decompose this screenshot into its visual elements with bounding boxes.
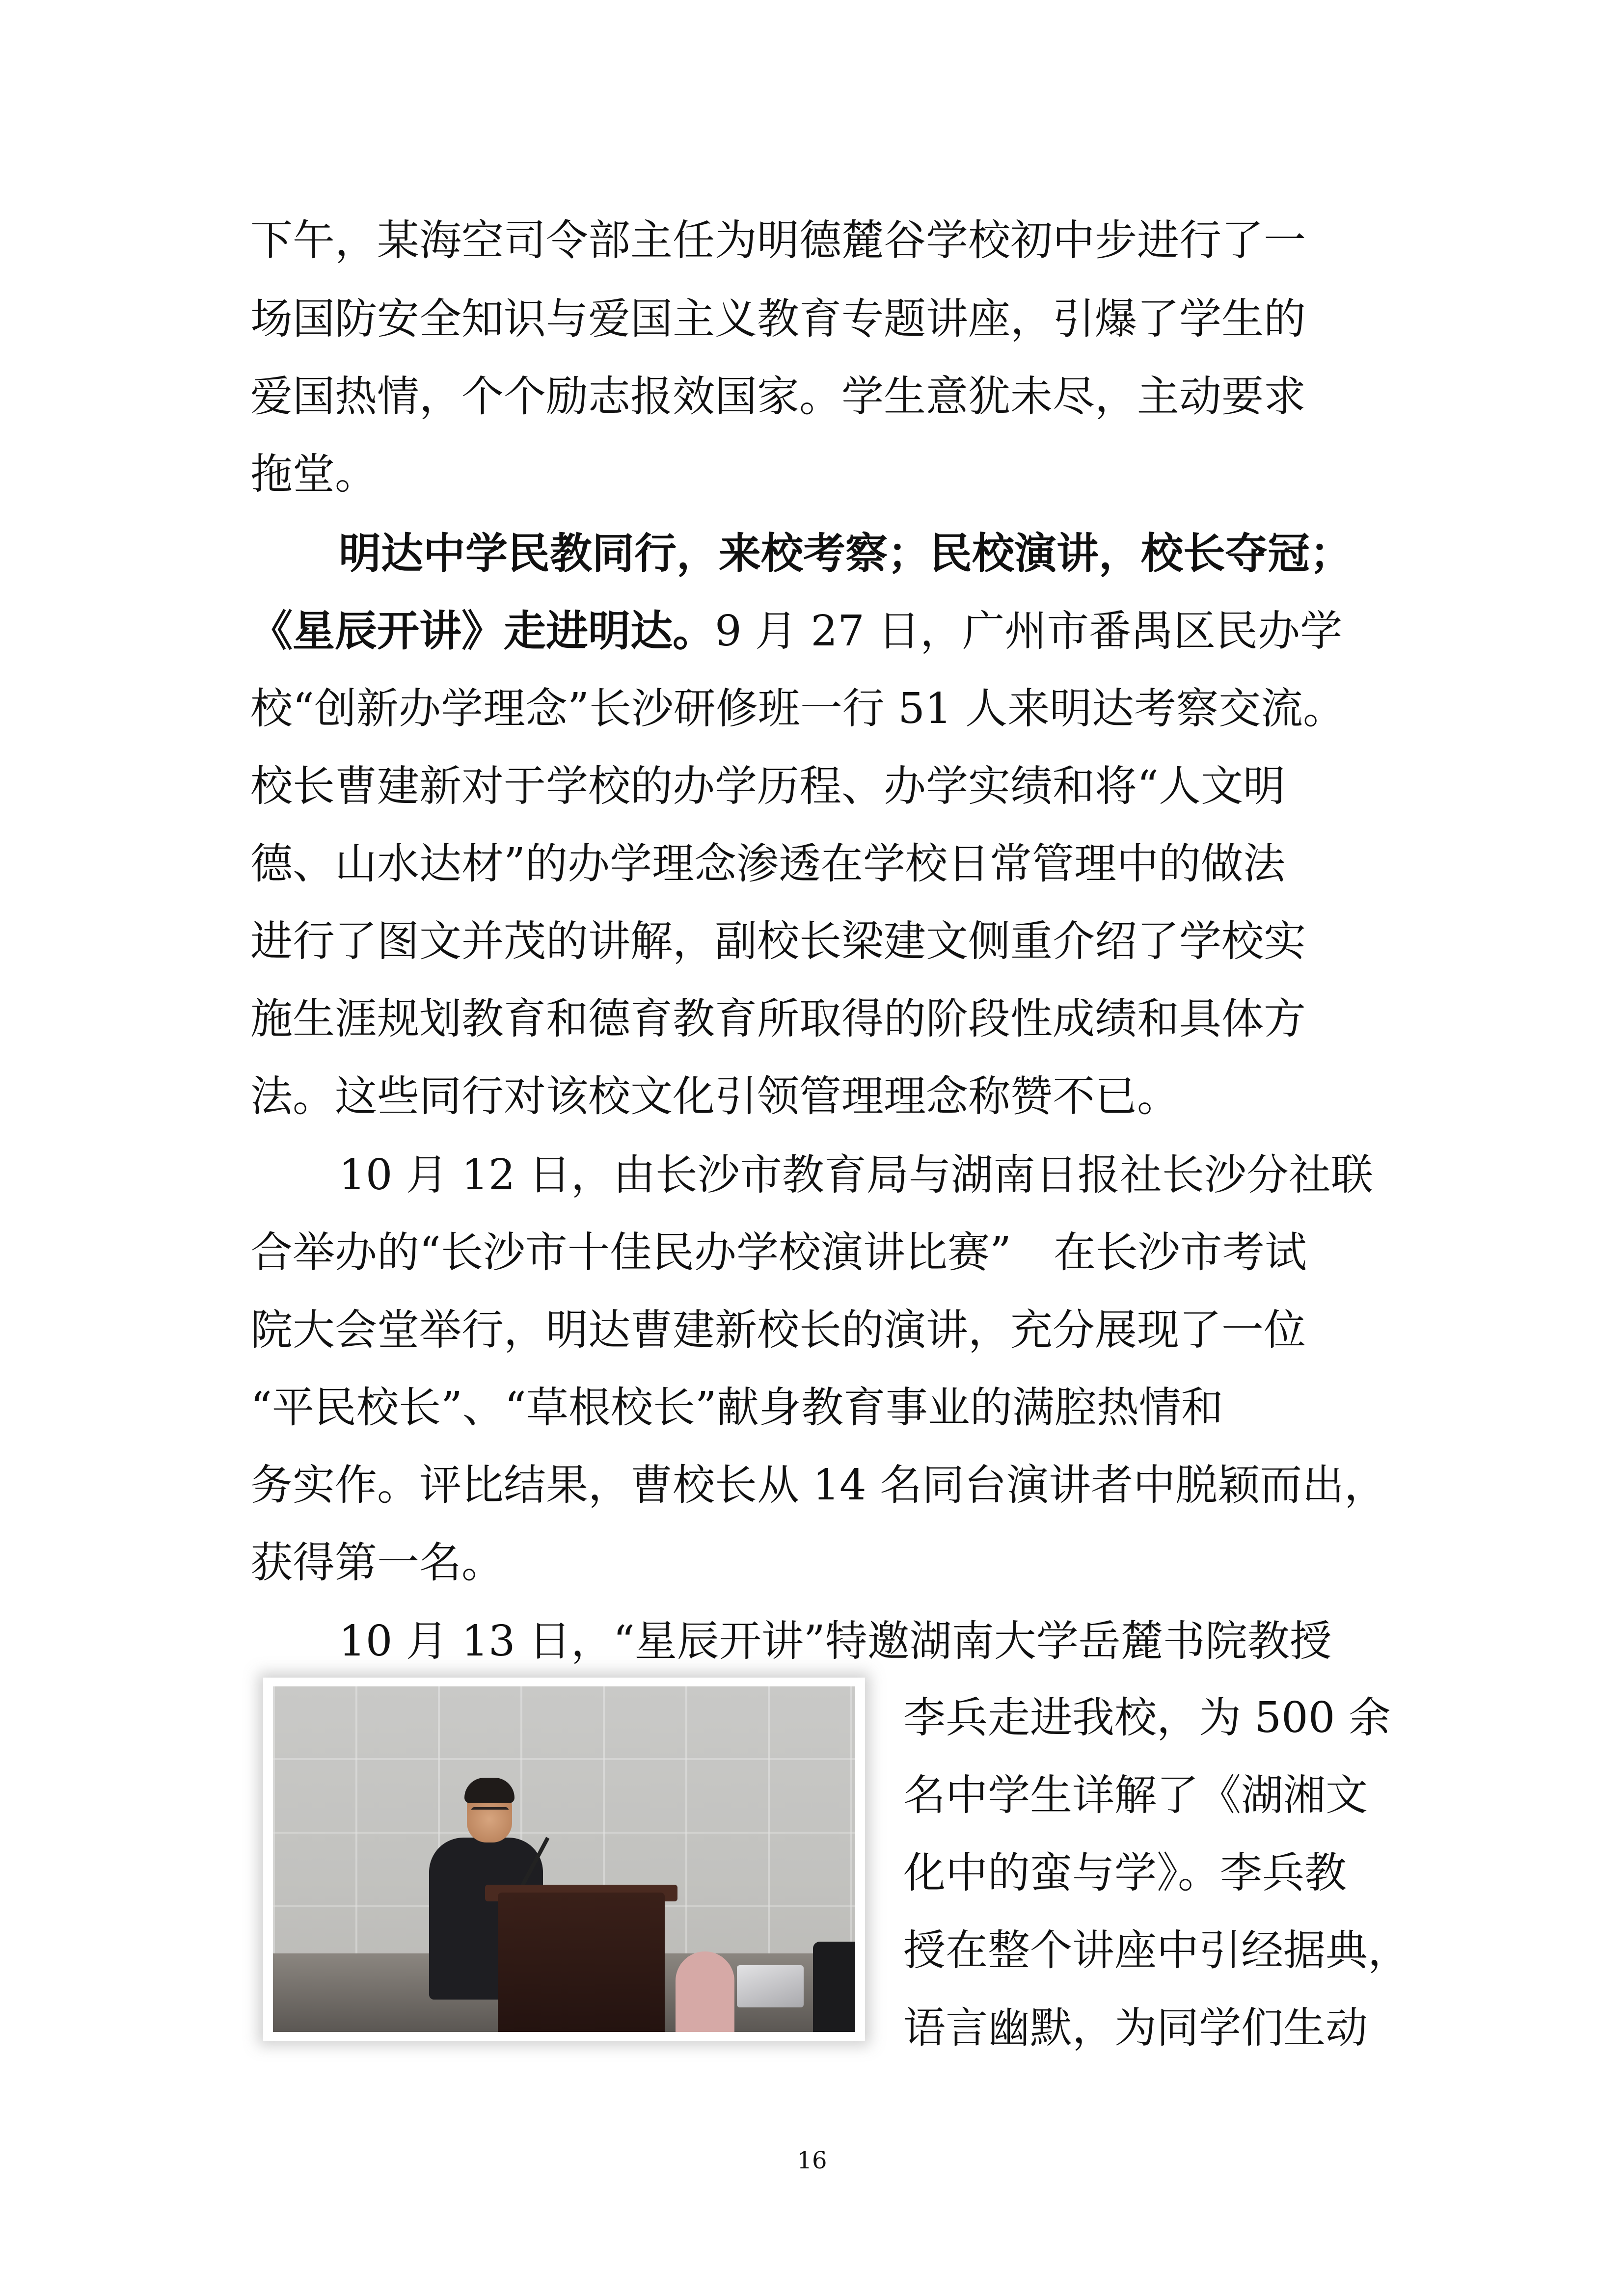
text-line: 施生涯规划教育和德育教育所取得的阶段性成绩和具体方 <box>250 994 1306 1043</box>
podium <box>498 1893 665 2032</box>
text-line: 法。这些同行对该校文化引领管理理念称赞不已。 <box>250 1072 1179 1121</box>
text-line: 拖堂。 <box>250 450 377 499</box>
laptop <box>737 1965 804 2007</box>
text-line: 场国防安全知识与爱国主义教育专题讲座，引爆了学生的 <box>250 294 1306 344</box>
section-heading-line: 明达中学民教同行，来校考察；民校演讲，校长夺冠； <box>339 529 1352 578</box>
text-line: 校长曹建新对于学校的办学历程、办学实绩和将“人文明 <box>250 762 1285 811</box>
text-span: 9 月 27 日，广州市番禺区民办学 <box>715 607 1343 656</box>
page-number: 16 <box>797 2147 827 2174</box>
text-line: 10 月 13 日，“星辰开讲”特邀湖南大学岳麓书院教授 <box>339 1617 1332 1666</box>
seated-attendee <box>676 1951 734 2032</box>
lecture-photo <box>273 1686 855 2032</box>
text-line: 名中学生详解了《湖湘文 <box>903 1771 1368 1820</box>
text-line: 进行了图文并茂的讲解，副校长梁建文侧重介绍了学校实 <box>250 917 1306 966</box>
text-line: 下午，某海空司令部主任为明德麓谷学校初中步进行了一 <box>250 216 1306 265</box>
text-line: 语言幽默，为同学们生动 <box>903 2003 1368 2053</box>
text-line: 授在整个讲座中引经据典， <box>903 1926 1410 1975</box>
lecture-photo-frame <box>263 1678 865 2041</box>
text-line: 务实作。评比结果，曹校长从 14 名同台演讲者中脱颖而出， <box>250 1461 1387 1510</box>
speaker-glasses <box>471 1807 509 1818</box>
text-line: 李兵走进我校，为 500 余 <box>903 1693 1391 1742</box>
text-line: 校“创新办学理念”长沙研修班一行 51 人来明达考察交流。 <box>250 684 1346 733</box>
text-line: 化中的蛮与学》。李兵教 <box>903 1848 1347 1897</box>
text-line <box>250 602 1342 661</box>
text-line: 院大会堂举行，明达曹建新校长的演讲，充分展现了一位 <box>250 1306 1306 1355</box>
section-heading-tail: 《星辰开讲》走进明达。 <box>250 606 715 656</box>
text-line: 获得第一名。 <box>250 1538 504 1587</box>
text-line: 10 月 12 日，由长沙市教育局与湖南日报社长沙分社联 <box>339 1150 1373 1200</box>
text-line: “平民校长”、“草根校长”献身教育事业的满腔热情和 <box>250 1383 1223 1432</box>
chair <box>813 1942 855 2032</box>
text-line: 德、山水达材”的办学理念渗透在学校日常管理中的做法 <box>250 839 1285 888</box>
text-line: 爱国热情，个个励志报效国家。学生意犹未尽，主动要求 <box>250 372 1306 421</box>
text-line: 合举办的“长沙市十佳民办学校演讲比赛” 在长沙市考试 <box>250 1228 1307 1277</box>
